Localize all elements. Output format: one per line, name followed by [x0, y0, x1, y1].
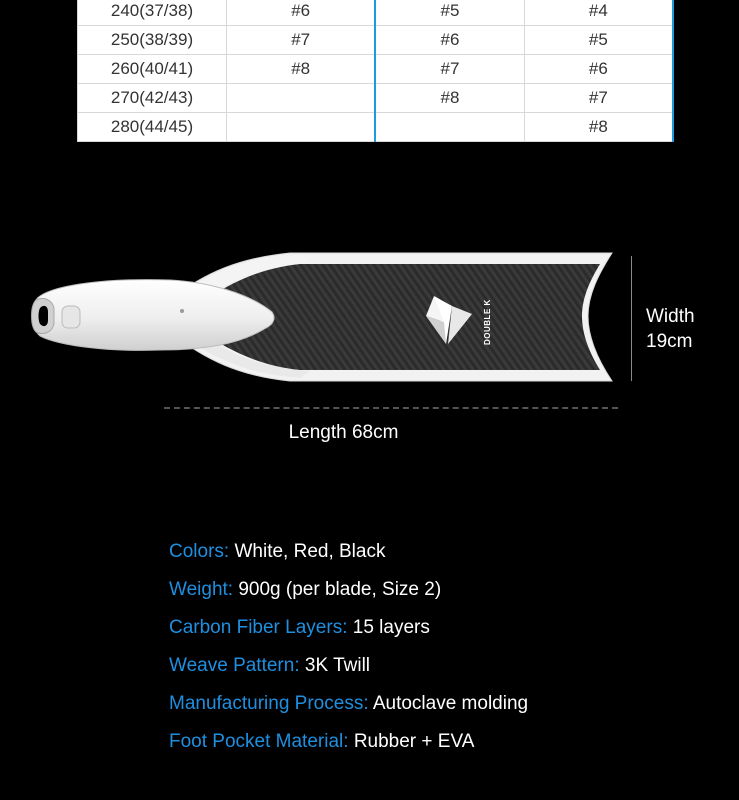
table-cell: #8 [375, 84, 524, 113]
table-cell: #5 [375, 0, 524, 26]
spec-value: 15 layers [352, 617, 430, 638]
table-cell: 280(44/45) [78, 113, 227, 142]
table-cell: #7 [375, 55, 524, 84]
spec-key: Weight: [169, 579, 234, 600]
width-dimension-line [631, 256, 632, 381]
spec-row-colors [169, 539, 528, 577]
spec-key: Foot Pocket Material: [169, 731, 349, 752]
table-cell: #8 [227, 55, 376, 84]
table-cell: #6 [227, 0, 376, 26]
spec-row-carbon-layers [169, 615, 528, 653]
spec-list [169, 539, 528, 767]
table-cell: #7 [524, 84, 673, 113]
table-cell: 270(42/43) [78, 84, 227, 113]
spec-row-manufacturing [169, 691, 528, 729]
table-cell: #7 [227, 26, 376, 55]
table-cell: #4 [524, 0, 673, 26]
spec-key: Weave Pattern: [169, 655, 300, 676]
width-value-text: 19cm [646, 331, 693, 352]
spec-value: White, Red, Black [234, 541, 386, 562]
table-cell: #6 [375, 26, 524, 55]
width-label [646, 304, 695, 354]
width-label-text: Width [646, 306, 695, 327]
table-cell: #8 [524, 113, 673, 142]
table-cell: #5 [524, 26, 673, 55]
table-cell: #6 [524, 55, 673, 84]
length-dimension-line [164, 407, 618, 409]
spec-value: 900g (per blade, Size 2) [238, 579, 442, 600]
table-cell: 260(40/41) [78, 55, 227, 84]
spec-row-foot-pocket [169, 729, 528, 767]
table-cell: 250(38/39) [78, 26, 227, 55]
brand-text: DOUBLE K [483, 299, 492, 345]
spec-value: Rubber + EVA [353, 731, 475, 752]
spec-key: Manufacturing Process: [169, 693, 369, 714]
spec-key: Colors: [169, 541, 230, 562]
length-label: Length 68cm [288, 422, 399, 443]
spec-row-weight [169, 577, 528, 615]
spec-row-weave-pattern [169, 653, 528, 691]
spec-value: Autoclave molding [372, 693, 529, 714]
table-cell: 240(37/38) [78, 0, 227, 26]
spec-key: Carbon Fiber Layers: [169, 617, 348, 638]
spec-value: 3K Twill [304, 655, 371, 676]
